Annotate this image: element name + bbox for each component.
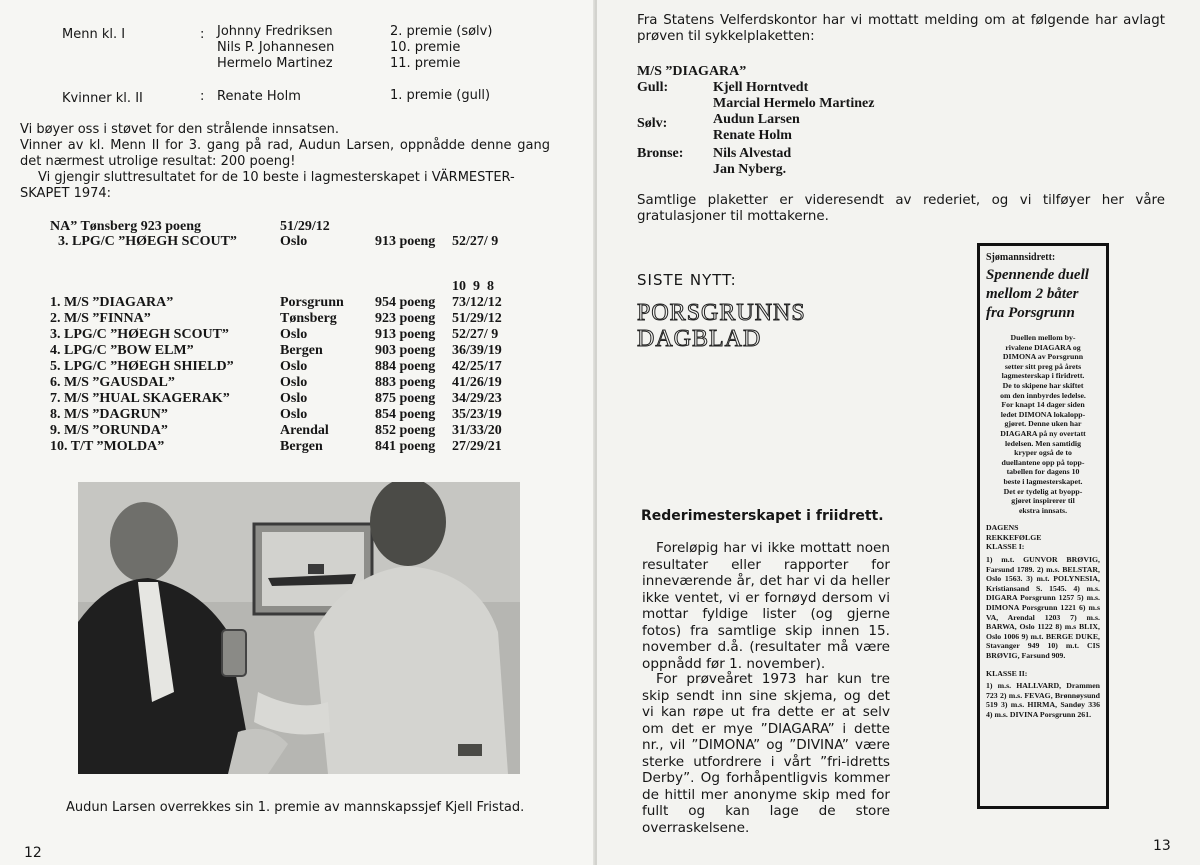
score-breakdown: 35/23/19 (452, 407, 502, 422)
paragraph-final-results-cont: SKAPET 1974: (20, 186, 112, 201)
ship-name: 5. LPG/C ”HØEGH SHIELD” (50, 359, 234, 374)
medal-bronze-label: Bronse: (637, 146, 684, 161)
medal-silver-label: Sølv: (637, 116, 668, 131)
article-paragraph-1: Foreløpig har vi ikke mottatt noen resultater eller rapporter for inneværende år, det har vi da heller ikke ventet, vi er fornøyd dersom vi mottar fyldige lister (og gjerne fotos) fra samtlige skip innen 15. november d.å. (resultater må være oppnådd før 1. november). (642, 540, 890, 672)
ship-name: 7. M/S ”HUAL SKAGERAK” (50, 391, 230, 406)
points: 913 poeng (375, 327, 436, 342)
score-breakdown: 52/27/ 9 (452, 327, 499, 342)
plaques-note: Samtlige plaketter er videresendt av rederiet, og vi tilføyer her våre gratulasjoner til mottakerne. (637, 193, 1165, 224)
ship-name: 3. LPG/C ”HØEGH SCOUT” (50, 327, 229, 342)
points: 954 poeng (375, 295, 436, 310)
class-prizes-women-2: 1. premie (gull) (390, 88, 491, 103)
points: 852 poeng (375, 423, 436, 438)
class-label-women-2: Kvinner kl. II (62, 91, 143, 106)
class-colon-men-1: : (200, 27, 205, 42)
prize-ceremony-photo (78, 482, 520, 774)
table-row (0, 407, 540, 423)
medal-silver-names: Audun Larsen Renate Holm (713, 112, 800, 143)
home-port: Tønsberg (280, 311, 337, 326)
ship-name: 10. T/T ”MOLDA” (50, 439, 165, 454)
class-label-men-1: Menn kl. I (62, 27, 126, 42)
left-page (0, 0, 595, 865)
score-breakdown: 31/33/20 (452, 423, 502, 438)
score-header: 10 9 8 (452, 279, 494, 294)
medal-bronze-names: Nils Alvestad Jan Nyberg. (713, 146, 792, 177)
ship-name: 8. M/S ”DAGRUN” (50, 407, 168, 422)
table-row (0, 343, 540, 359)
class-colon-women-2: : (200, 89, 205, 104)
class-prizes-men-1: 2. premie (sølv) 10. premie 11. premie (390, 24, 493, 71)
home-port: Oslo (280, 391, 308, 406)
points: 854 poeng (375, 407, 436, 422)
home-port: Oslo (280, 375, 308, 390)
award-ship: M/S ”DIAGARA” (637, 64, 747, 79)
clipping-class-2-list: 1) m.s. HALLVARD, Drammen 723 2) m.s. FEVAG, Brønnøysund 519 3) m.s. HIRMA, Sandøy 336 4) m.s. DIVINA Porsgrunn 261. (986, 681, 1100, 719)
clipping-kicker: Sjømannsidrett: (986, 252, 1056, 263)
score-breakdown: 73/12/12 (452, 295, 502, 310)
clipping-class-1-list: 1) m.t. GUNVOR BRØVIG, Farsund 1789. 2) m.s. BELSTAR, Oslo 1563. 3) m.t. POLYNESIA, Kristiansand S. 1545. 4) m.s. DIGARA Porsgrunn 1257 5) m.s. DIMONA Porsgrunn 1221 6) m.s VA, Arendal 1203 7) m.s. BARWA, Oslo 1122 8) m.s BLIX, Oslo 1006 9) m.t. BERGE DUKE, Stavanger 949 10) m.t. CIS BRØVIG, Farsund 909. (986, 555, 1100, 660)
score-breakdown: 34/29/23 (452, 391, 502, 406)
home-port: Bergen (280, 343, 323, 358)
home-port: Porsgrunn (280, 295, 344, 310)
velferd-intro: Fra Statens Velferdskontor har vi mottatt melding om at følgende har avlagt prøven til sykkelplaketten: (637, 13, 1165, 44)
points: 923 poeng (375, 311, 436, 326)
misprint-line-2-port: Oslo (280, 234, 308, 249)
paragraph-praise: Vi bøyer oss i støvet for den strålende innsatsen. (20, 122, 339, 137)
score-breakdown: 41/26/19 (452, 375, 502, 390)
misprint-line-2-score: 52/27/ 9 (452, 234, 499, 249)
misprint-line-2: 3. LPG/C ”HØEGH SCOUT” (58, 234, 237, 249)
table-row (0, 391, 540, 407)
article-heading: Rederimesterskapet i friidrett. (641, 508, 884, 524)
ship-name: 1. M/S ”DIAGARA” (50, 295, 174, 310)
news-heading: SISTE NYTT: (637, 271, 737, 289)
score-breakdown: 36/39/19 (452, 343, 502, 358)
misprint-line-2-points: 913 poeng (375, 234, 436, 249)
table-row (0, 295, 540, 311)
table-row (0, 359, 540, 375)
score-breakdown: 27/29/21 (452, 439, 502, 454)
table-row (0, 327, 540, 343)
score-breakdown: 42/25/17 (452, 359, 502, 374)
home-port: Oslo (280, 327, 308, 342)
class-names-women-2: Renate Holm (217, 89, 301, 104)
table-row (0, 375, 540, 391)
newspaper-name: PORSGRUNNS DAGBLAD (637, 300, 806, 352)
points: 883 poeng (375, 375, 436, 390)
misprint-line-1: NA” Tønsberg 923 poeng (50, 219, 202, 234)
clipping-headline: Spennende duell mellom 2 båter fra Porsgrunn (986, 267, 1089, 321)
table-row (0, 439, 540, 455)
score-breakdown: 51/29/12 (452, 311, 502, 326)
points: 875 poeng (375, 391, 436, 406)
clipping-class-2-title: KLASSE II: (986, 668, 1028, 678)
page-number-left: 12 (24, 845, 42, 861)
right-page (597, 0, 1200, 865)
newspaper-clipping (977, 243, 1109, 809)
photo-illustration (78, 482, 520, 774)
ship-name: 4. LPG/C ”BOW ELM” (50, 343, 194, 358)
paragraph-final-results: Vi gjengir sluttresultatet for de 10 beste i lagmesterskapet i VÄRMESTER- (38, 170, 515, 185)
points: 841 poeng (375, 439, 436, 454)
photo-caption: Audun Larsen overrekkes sin 1. premie av mannskapssjef Kjell Fristad. (66, 800, 525, 815)
home-port: Bergen (280, 439, 323, 454)
medal-gold-label: Gull: (637, 80, 669, 95)
home-port: Oslo (280, 407, 308, 422)
points: 903 poeng (375, 343, 436, 358)
results-table (0, 295, 560, 459)
ship-name: 2. M/S ”FINNA” (50, 311, 151, 326)
medal-gold-names: Kjell Horntvedt Marcial Hermelo Martinez (713, 80, 875, 111)
clipping-class-1-title: KLASSE I: (986, 542, 1025, 552)
ship-name: 9. M/S ”ORUNDA” (50, 423, 168, 438)
ship-name: 6. M/S ”GAUSDAL” (50, 375, 175, 390)
article-paragraph-2: For prøveåret 1973 har kun tre skip sendt inn sine skjema, og det vi kan røpe ut fra dette er at selv om det er mye ”DIAGARA” i dette nr., vil ”DIMONA” og ”DIVINA” være sterke utfordrere i vårt ”fri-idretts Derby”. Og forhåpentligvis kommer de hittil mer anonyme skip med for fullt og kan lage de store overraskelsene. (642, 671, 890, 836)
home-port: Oslo (280, 359, 308, 374)
home-port: Arendal (280, 423, 329, 438)
clipping-order-title: DAGENS REKKEFØLGE (986, 523, 1042, 542)
paragraph-audun-result: Vinner av kl. Menn II for 3. gang på rad, Audun Larsen, oppnådde denne gang det nærmest utrolige resultat: 200 poeng! (20, 138, 550, 169)
page-number-right: 13 (1153, 838, 1171, 854)
class-names-men-1: Johnny Fredriksen Nils P. Johannesen Hermelo Martinez (217, 24, 335, 71)
table-row (0, 423, 540, 439)
points: 884 poeng (375, 359, 436, 374)
misprint-line-1-score: 51/29/12 (280, 219, 330, 234)
clipping-body: Duellen mellom by- rivalene DIAGARA og DIMONA av Porsgrunn setter sitt preg på årets lagmesterskap i firidrett. De to skipene har skiftet om den innbyrdes ledelse. For knapt 14 dager siden ledet DIMONA lokalopp- gjøret. Denne uken har DIAGARA på ny overtatt ledelsen. Men samtidig kryper også de to duellantene opp på topp- tabellen for dagens 10 beste i lagmesterskapet. Det er tydelig at byopp- gjøret inspirerer til ekstra innsats. (1000, 333, 1086, 515)
table-row (0, 311, 540, 327)
